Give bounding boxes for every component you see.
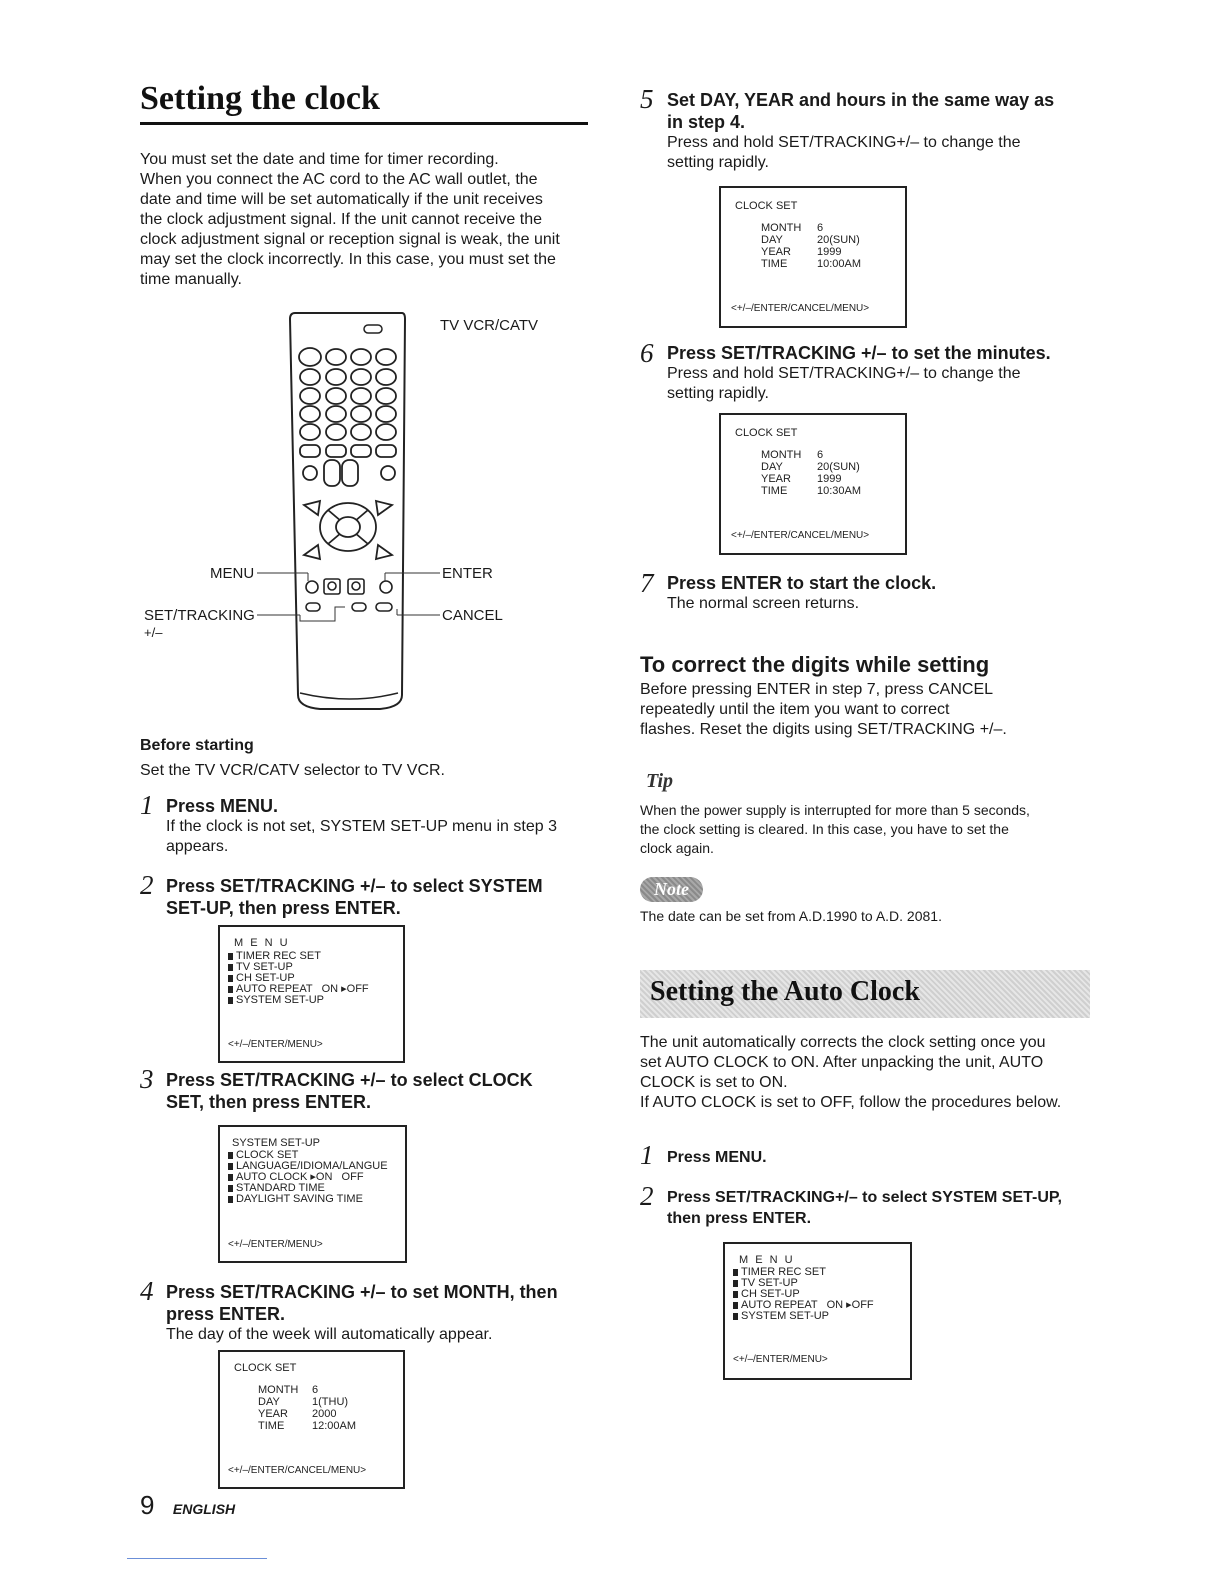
label-set-tracking: SET/TRACKING [144, 607, 255, 624]
osd-item-selected: SYSTEM SET-UP [733, 1310, 829, 1322]
osd-item-selected: SYSTEM SET-UP [228, 994, 324, 1006]
step-heading: Press SET/TRACKING +/– to set the minutes. [667, 343, 1051, 363]
tip-section [640, 770, 1110, 858]
step-heading: SET-UP, then press ENTER. [166, 898, 401, 918]
osd-item: TV SET-UP [733, 1277, 798, 1289]
section-line: flashes. Reset the digits using SET/TRACKING +/–. [640, 721, 1007, 738]
step-number: 2 [140, 870, 154, 900]
note-text: The date can be set from A.D.1990 to A.D. 2081. [640, 908, 942, 924]
osd-row-value: 12:00AM [312, 1420, 357, 1432]
osd-row-value: 2000 [312, 1408, 337, 1420]
step-heading: in step 4. [667, 112, 746, 132]
step-number: 6 [640, 338, 654, 368]
before-starting-text: Set the TV VCR/CATV selector to TV VCR. [140, 762, 445, 779]
step-body-line: If the clock is not set, SYSTEM SET-UP menu in step 3 [166, 818, 557, 835]
osd-row-label: YEAR [258, 1408, 288, 1420]
page-title: Setting the clock [140, 80, 380, 117]
tip-line: clock again. [640, 840, 714, 856]
osd-row-label: TIME [761, 485, 788, 497]
label-plus-minus: +/– [144, 625, 163, 640]
intro-line: When you connect the AC cord to the AC wall outlet, the [140, 171, 538, 188]
step-body-line: The day of the week will automatically appear. [166, 1326, 493, 1343]
before-starting-heading: Before starting [140, 737, 254, 754]
osd-row-value: 20(SUN) [817, 461, 860, 473]
page-language: ENGLISH [172, 1501, 236, 1517]
remote-control-icon [140, 305, 600, 725]
osd-clock-set-screen [719, 413, 907, 555]
intro-line: may set the clock incorrectly. In this case, you must set the [140, 251, 556, 268]
page-number: 9 [140, 1490, 155, 1520]
osd-row-value: 10:30AM [817, 485, 862, 497]
osd-row-label: DAY [761, 234, 783, 246]
title-underline [140, 122, 588, 125]
step-body-line: Press and hold SET/TRACKING+/– to change the [667, 365, 1021, 382]
intro-paragraph [140, 150, 600, 290]
osd-item: AUTO CLOCK ▸ON OFF [228, 1171, 364, 1183]
osd-title: CLOCK SET [735, 200, 798, 212]
intro-line: the clock adjustment signal. If the unit cannot receive the [140, 211, 543, 228]
step-number: 1 [640, 1140, 654, 1170]
osd-row-label: MONTH [761, 222, 802, 234]
auto-clock-line: CLOCK is set to ON. [640, 1074, 788, 1091]
step-heading: Press SET/TRACKING+/– to select SYSTEM SET-UP, [667, 1189, 1062, 1206]
osd-title: M E N U [739, 1254, 795, 1266]
step-body-line: The normal screen returns. [667, 595, 860, 612]
step-number: 4 [140, 1276, 154, 1306]
note-badge: Note [640, 877, 703, 902]
tip-badge: Tip [646, 770, 674, 792]
step-heading: Press MENU. [166, 796, 279, 816]
osd-title: M E N U [234, 937, 290, 949]
step-heading: Press SET/TRACKING +/– to set MONTH, then [166, 1282, 558, 1302]
note-section [640, 877, 1110, 926]
step-body-line: appears. [166, 838, 229, 855]
osd-row-value: 1999 [817, 246, 842, 258]
osd-item: CH SET-UP [733, 1288, 800, 1300]
osd-row-value: 1(THU) [312, 1396, 349, 1408]
intro-line: clock adjustment signal or reception signal is weak, the unit [140, 231, 560, 248]
osd-row-value: 10:00AM [817, 258, 862, 270]
tip-line: the clock setting is cleared. In this case, you have to set the [640, 821, 1009, 837]
osd-row-label: TIME [258, 1420, 285, 1432]
osd-footer: <+/–/ENTER/MENU> [733, 1354, 828, 1365]
step-heading: SET, then press ENTER. [166, 1092, 372, 1112]
intro-line: You must set the date and time for timer recording. [140, 151, 499, 168]
label-tv-vcr-catv: TV VCR/CATV [440, 317, 539, 334]
auto-clock-line: The unit automatically corrects the clock setting once you [640, 1034, 1046, 1051]
osd-row-label: MONTH [761, 449, 802, 461]
section-line: repeatedly until the item you want to correct [640, 701, 950, 718]
osd-item: TV SET-UP [228, 961, 293, 973]
section-heading: To correct the digits while setting [640, 652, 990, 677]
osd-row-value: 20(SUN) [817, 234, 860, 246]
auto-clock-line: set AUTO CLOCK to ON. After unpacking the unit, AUTO [640, 1054, 1044, 1071]
auto-clock-banner [640, 970, 1090, 1018]
osd-row-label: DAY [761, 461, 783, 473]
footer-rule [127, 1558, 267, 1559]
step-number: 2 [640, 1181, 654, 1211]
remote-control-figure [140, 305, 600, 725]
osd-title: CLOCK SET [735, 427, 798, 439]
step-heading: press ENTER. [166, 1304, 286, 1324]
osd-row-label: YEAR [761, 246, 791, 258]
osd-footer: <+/–/ENTER/CANCEL/MENU> [731, 303, 870, 314]
intro-line: date and time will be set automatically if the unit receives [140, 191, 543, 208]
osd-menu-screen [723, 1242, 912, 1380]
osd-row-label: MONTH [258, 1384, 299, 1396]
step-number: 7 [640, 568, 654, 598]
intro-line: time manually. [140, 271, 242, 288]
osd-row-value: 1999 [817, 473, 842, 485]
osd-menu-screen [218, 925, 405, 1063]
osd-item: TIMER REC SET [228, 950, 321, 962]
label-menu: MENU [210, 565, 255, 582]
section-line: Before pressing ENTER in step 7, press CANCEL [640, 681, 994, 698]
osd-footer: <+/–/ENTER/CANCEL/MENU> [228, 1465, 367, 1476]
osd-item: AUTO REPEAT ON ▸OFF [228, 983, 369, 995]
step-number: 3 [140, 1064, 154, 1094]
osd-row-value: 6 [817, 449, 824, 461]
label-enter: ENTER [442, 565, 493, 582]
correct-digits-section [640, 652, 1110, 740]
step-heading: then press ENTER. [667, 1210, 812, 1227]
auto-clock-line: If AUTO CLOCK is set to OFF, follow the procedures below. [640, 1094, 1062, 1111]
osd-row-label: TIME [761, 258, 788, 270]
osd-title: SYSTEM SET-UP [232, 1137, 321, 1149]
osd-item-selected: CLOCK SET [228, 1149, 298, 1161]
osd-row-label: DAY [258, 1396, 280, 1408]
osd-clock-set-screen [719, 186, 907, 328]
auto-clock-intro [640, 1033, 1110, 1113]
osd-item: DAYLIGHT SAVING TIME [228, 1193, 363, 1205]
osd-row-value: 6 [312, 1384, 319, 1396]
osd-item: STANDARD TIME [228, 1182, 325, 1194]
tip-line: When the power supply is interrupted for more than 5 seconds, [640, 802, 1030, 818]
osd-footer: <+/–/ENTER/CANCEL/MENU> [731, 530, 870, 541]
osd-clock-set-screen [218, 1350, 405, 1489]
step-heading: Press SET/TRACKING +/– to select CLOCK [166, 1070, 533, 1090]
osd-title: CLOCK SET [234, 1362, 297, 1374]
step-body-line: setting rapidly. [667, 154, 769, 171]
auto-clock-title: Setting the Auto Clock [650, 976, 920, 1007]
page-footer [140, 1490, 235, 1521]
osd-item: AUTO REPEAT ON ▸OFF [733, 1299, 874, 1311]
osd-row-label: YEAR [761, 473, 791, 485]
step-heading: Press ENTER to start the clock. [667, 573, 937, 593]
step-number: 1 [140, 790, 154, 820]
osd-row-value: 6 [817, 222, 824, 234]
osd-item: LANGUAGE/IDIOMA/LANGUE [228, 1160, 388, 1172]
before-starting-section [140, 735, 600, 781]
step-body-line: Press and hold SET/TRACKING+/– to change the [667, 134, 1021, 151]
step-number: 5 [640, 84, 654, 114]
step-heading: Set DAY, YEAR and hours in the same way as [667, 90, 1055, 110]
label-cancel: CANCEL [442, 607, 503, 624]
osd-footer: <+/–/ENTER/MENU> [228, 1239, 323, 1250]
step-body-line: setting rapidly. [667, 385, 769, 402]
osd-item: TIMER REC SET [733, 1266, 826, 1278]
step-heading: Press SET/TRACKING +/– to select SYSTEM [166, 876, 543, 896]
osd-footer: <+/–/ENTER/MENU> [228, 1039, 323, 1050]
osd-item: CH SET-UP [228, 972, 295, 984]
step-heading: Press MENU. [667, 1149, 767, 1166]
osd-system-setup-screen [218, 1125, 407, 1263]
